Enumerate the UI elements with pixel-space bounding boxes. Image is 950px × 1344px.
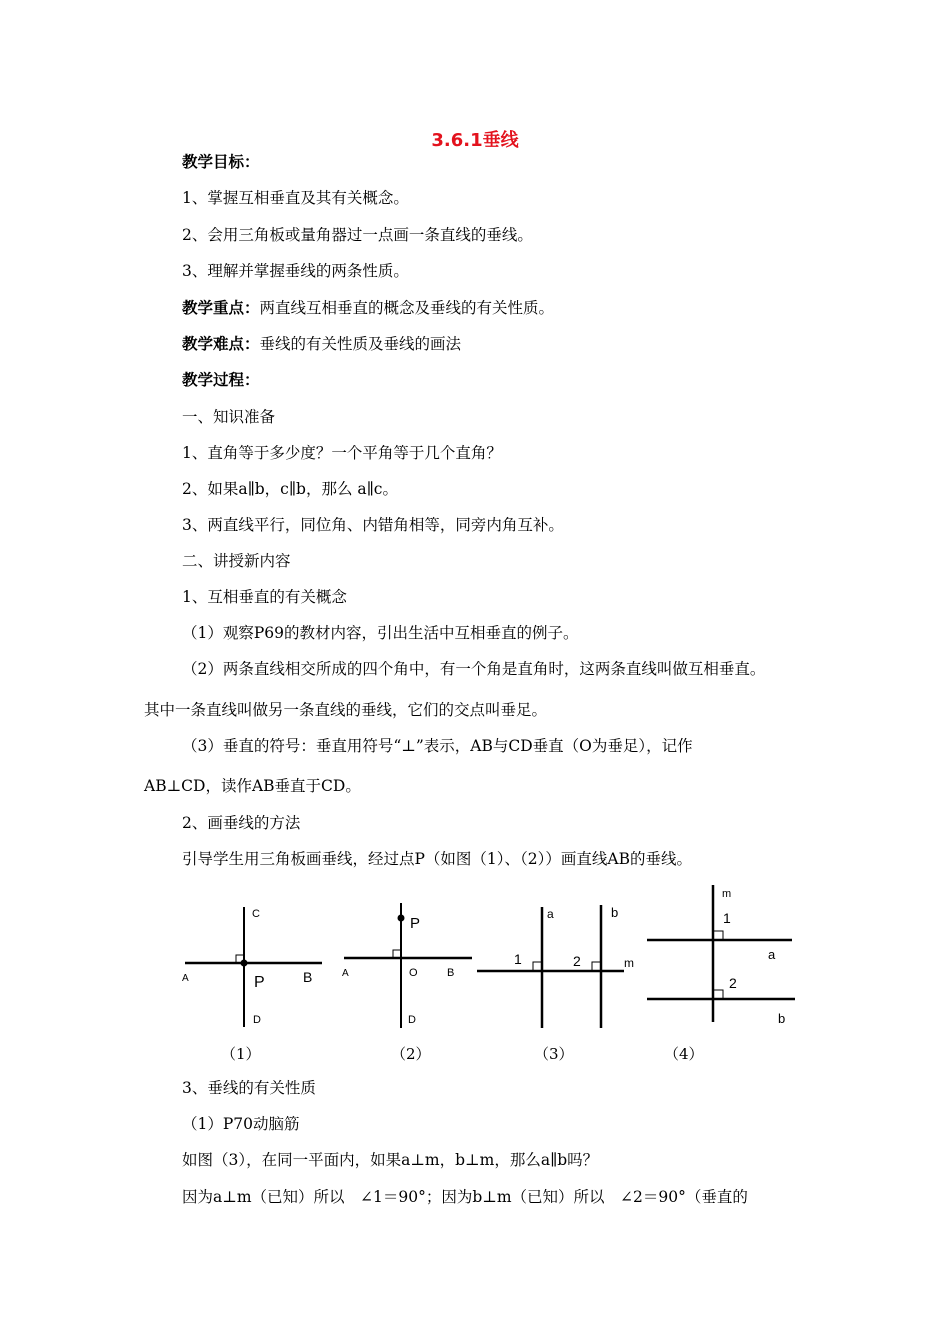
label-2: 2 xyxy=(573,953,581,969)
label-b: b xyxy=(611,905,619,920)
paragraph: 引导学生用三角板画垂线，经过点P（如图（1）、（2））画直线AB的垂线。 xyxy=(182,850,692,868)
label-1: 1 xyxy=(723,910,731,926)
section1-item: 2、如果a∥b，c∥b，那么 a∥c。 xyxy=(182,480,398,498)
label-p: P xyxy=(410,915,421,932)
paragraph: 因为a⊥m（已知）所以 ∠1＝90°；因为b⊥m（已知）所以 ∠2＝90°（垂直的 xyxy=(182,1188,748,1206)
figure-3 xyxy=(474,895,649,1035)
label-b: b xyxy=(778,1011,786,1026)
paragraph: （3）垂直的符号：垂直用符号“⊥”表示，AB与CD垂直（O为垂足），记作 xyxy=(182,737,693,755)
section2-heading: 二、讲授新内容 xyxy=(182,552,291,570)
page-title: 3.6.1垂线 xyxy=(431,130,519,151)
paragraph: （1）P70动脑筋 xyxy=(182,1115,300,1133)
section1-heading: 一、知识准备 xyxy=(182,408,276,426)
label-1: 1 xyxy=(514,951,522,967)
objective-item: 2、会用三角板或量角器过一点画一条直线的垂线。 xyxy=(182,226,533,244)
paragraph: （1）观察P69的教材内容，引出生活中互相垂直的例子。 xyxy=(182,624,579,642)
label-p: P xyxy=(254,974,265,991)
label-m: m xyxy=(722,888,732,900)
key-point xyxy=(182,298,554,318)
label-a: a xyxy=(768,947,776,962)
difficulty-text: 垂线的有关性质及垂线的画法 xyxy=(259,335,462,353)
label-d: D xyxy=(253,1014,261,1026)
figure-2 xyxy=(338,895,478,1035)
label-b: B xyxy=(303,969,313,985)
figure-1 xyxy=(180,895,330,1035)
objectives-heading: 教学目标： xyxy=(182,152,260,171)
label-o: O xyxy=(409,967,418,979)
paragraph: 其中一条直线叫做另一条直线的垂线，它们的交点叫垂足。 xyxy=(144,701,548,719)
paragraph: AB⊥CD，读作AB垂直于CD。 xyxy=(144,777,361,795)
label-c: C xyxy=(252,908,260,920)
figure-4-caption: （4） xyxy=(664,1045,704,1063)
label-m: m xyxy=(624,956,634,970)
difficulty xyxy=(182,334,461,354)
objective-item: 1、掌握互相垂直及其有关概念。 xyxy=(182,189,409,207)
subsection-heading: 3、垂线的有关性质 xyxy=(182,1079,316,1097)
process-heading: 教学过程： xyxy=(182,370,260,389)
label-b: B xyxy=(447,967,455,979)
figure-3-caption: （3） xyxy=(534,1045,574,1063)
label-2: 2 xyxy=(729,975,737,991)
key-point-text: 两直线互相垂直的概念及垂线的有关性质。 xyxy=(259,299,555,317)
label-a: a xyxy=(547,907,554,921)
key-point-label: 教学重点： xyxy=(182,298,260,317)
difficulty-label: 教学难点： xyxy=(182,334,260,353)
paragraph: （2）两条直线相交所成的四个角中，有一个角是直角时，这两条直线叫做互相垂直。 xyxy=(182,660,766,678)
figure-2-caption: （2） xyxy=(391,1045,431,1063)
paragraph: 如图（3），在同一平面内，如果a⊥m，b⊥m，那么a∥b吗？ xyxy=(182,1151,599,1169)
section1-item: 1、直角等于多少度？一个平角等于几个直角？ xyxy=(182,444,502,462)
objective-item: 3、理解并掌握垂线的两条性质。 xyxy=(182,262,409,280)
subsection-heading: 2、画垂线的方法 xyxy=(182,814,301,832)
label-a: A xyxy=(342,968,349,979)
label-a: A xyxy=(182,973,189,984)
subsection-heading: 1、互相垂直的有关概念 xyxy=(182,588,347,606)
label-d: D xyxy=(408,1014,416,1026)
section1-item: 3、两直线平行，同位角、内错角相等，同旁内角互补。 xyxy=(182,516,564,534)
figure-4 xyxy=(645,880,800,1030)
figure-1-caption: （1） xyxy=(221,1045,261,1063)
